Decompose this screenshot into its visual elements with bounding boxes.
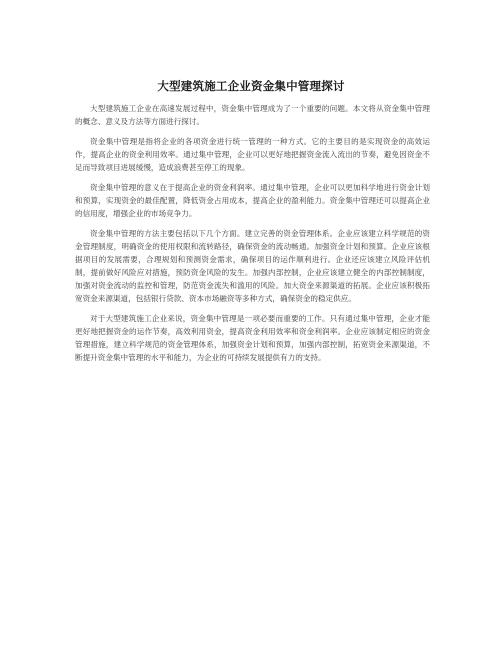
paragraph-significance: 资金集中管理的意义在于提高企业的资金利润率。通过集中管理，企业可以更加科学地进行资金计划和预算，实现资金的最佳配置，降低资金占用成本，提高企业的盈利能力。资金集中管理还可以提高企业的信用度，增强企业的市场竞争力。 [75,183,430,218]
paragraph-conclusion: 对于大型建筑施工企业来说，资金集中管理是一项必要而重要的工作。只有通过集中管理，企业才能更好地把握资金的运作节奏，高效利用资金，提高资金利用效率和资金利润率。企业应该制定相应的资金管理措施，建立科学规范的资金管理体系，加强资金计划和预算，加强内部控制，拓宽资金来源渠道，不断提升资金集中管理的水平和能力，为企业的可持续发展提供有力的支持。 [75,314,430,362]
document-body [75,102,430,371]
paragraph-methods: 资金集中管理的方法主要包括以下几个方面。建立完善的资金管理体系。企业应该建立科学规范的资金管理制度，明确资金的使用权限和流转路径，确保资金的流动畅通。加强资金计划和预算。企业应该根据项目的发展需要，合理规划和预测资金需求，确保项目的运作顺利进行。企业还应该建立风险评估机制，提前做好风险应对措施，预防资金风险的发生。加强内部控制，企业应该建立健全的内部控制制度，加强对资金流动的监控和管理，防范资金流失和滥用的风险。加大资金来源渠道的拓展。企业应该积极拓宽资金来源渠道，包括银行贷款、资本市场融资等多种方式，确保资金的稳定供应。 [75,229,430,303]
document-title: 大型建筑施工企业资金集中管理探讨 [157,79,345,93]
paragraph-definition: 资金集中管理是指将企业的各项资金进行统一管理的一种方式。它的主要目的是实现资金的高效运作，提高企业的资金利用效率。通过集中管理，企业可以更好地把握资金流入流出的节奏，避免因资金不足而导致项目进展缓慢，造成浪费甚至停工的现象。 [75,137,430,172]
paragraph-intro: 大型建筑施工企业在高速发展过程中，资金集中管理成为了一个重要的问题。本文将从资金集中管理的概念、意义及方法等方面进行探讨。 [75,104,430,126]
